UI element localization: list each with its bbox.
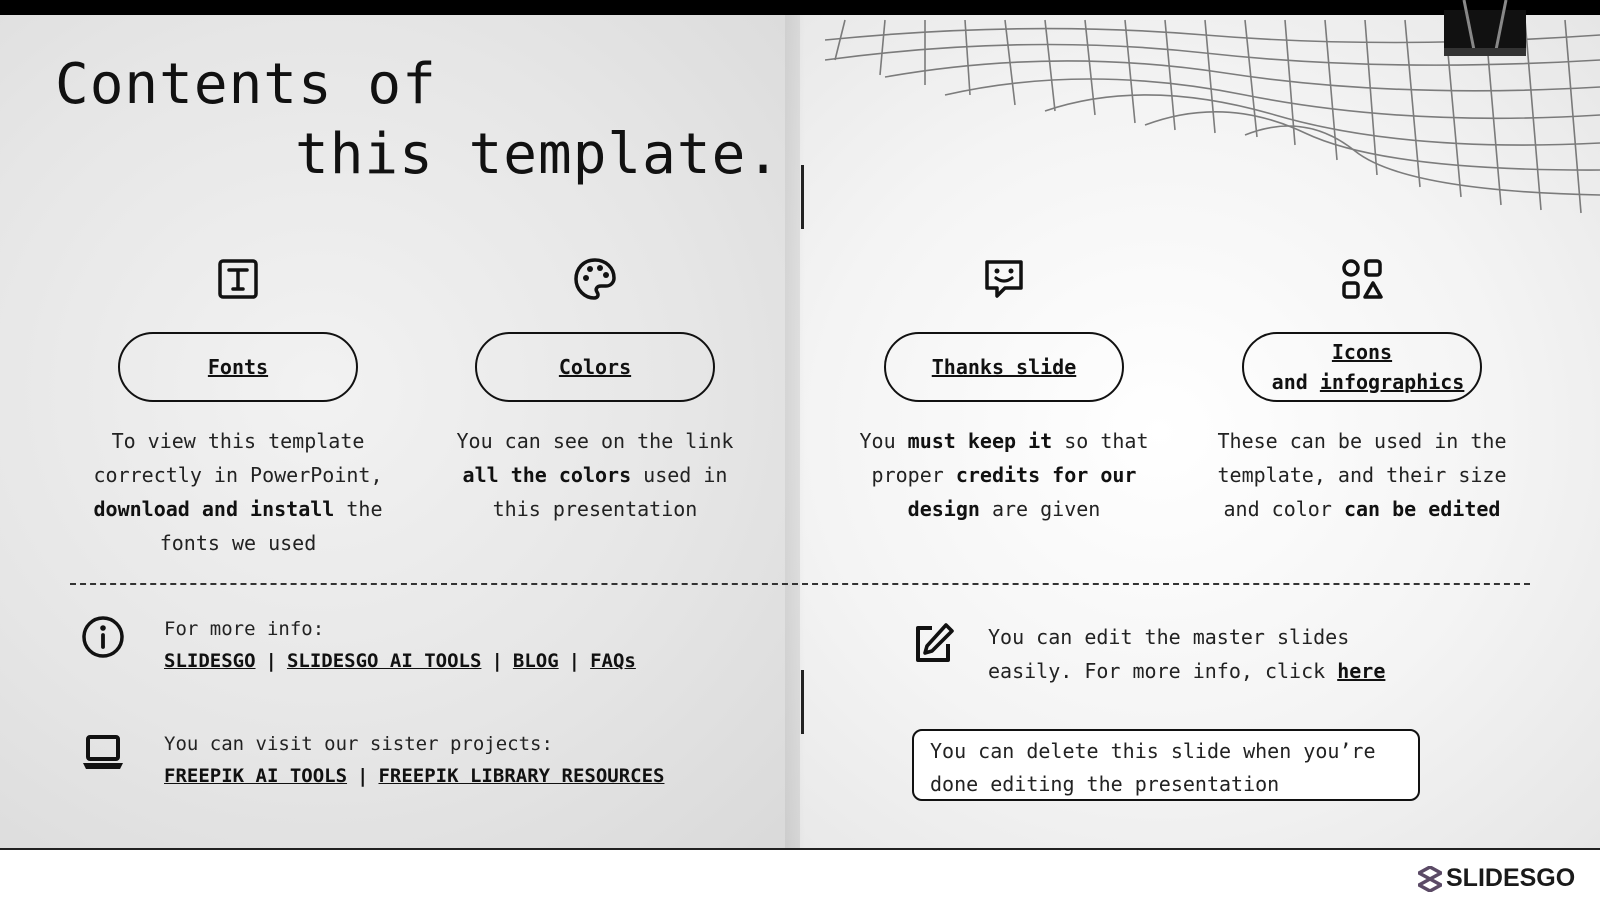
- icons-infographics-label: Icons and infographics: [1259, 340, 1465, 394]
- slidesgo-logo: [1418, 864, 1575, 893]
- colors-button[interactable]: [475, 332, 715, 402]
- colors-label: Colors: [558, 355, 632, 379]
- thanks-slide-label: Thanks slide: [931, 355, 1077, 379]
- blog-link[interactable]: BLOG: [512, 650, 559, 672]
- smile-message-icon: [981, 256, 1027, 302]
- text-icon: [215, 256, 261, 302]
- fonts-label: Fonts: [207, 355, 269, 379]
- more-info-row: [80, 614, 636, 678]
- sister-projects-row: [80, 729, 664, 793]
- slidesgo-ai-tools-link[interactable]: SLIDESGO AI TOOLS: [286, 650, 482, 672]
- freepik-ai-tools-link[interactable]: FREEPIK AI TOOLS: [164, 765, 348, 787]
- page-title-line-2: this template.: [295, 122, 782, 187]
- edit-icon: [910, 620, 956, 666]
- dashed-divider: [70, 583, 1530, 585]
- fonts-description: To view this template correctly in PowerPoint, download and install the fonts we used: [93, 429, 383, 555]
- more-info-links: SLIDESGO | SLIDESGO AI TOOLS | BLOG | FAQs: [164, 650, 636, 672]
- section-colors: [435, 256, 755, 526]
- slidesgo-logo-icon: [1418, 866, 1442, 892]
- binding-marks: [800, 160, 806, 740]
- thanks-slide-description: You must keep it so that proper credits for our design are given: [859, 429, 1149, 521]
- sister-projects-links: FREEPIK AI TOOLS | FREEPIK LIBRARY RESOURCES: [164, 765, 665, 787]
- fonts-button[interactable]: [118, 332, 358, 402]
- edit-master-text: You can edit the master slides easily. For more info, click here: [988, 625, 1386, 683]
- freepik-library-resources-link[interactable]: FREEPIK LIBRARY RESOURCES: [378, 765, 665, 787]
- sister-projects-label: You can visit our sister projects:: [164, 733, 553, 755]
- info-icon: [80, 614, 126, 660]
- top-black-bar: [0, 0, 1600, 15]
- faqs-link[interactable]: FAQs: [590, 650, 636, 672]
- edit-master-row: [910, 620, 1408, 688]
- more-info-label: For more info:: [164, 618, 325, 640]
- laptop-icon: [80, 729, 126, 775]
- bottom-rule: [0, 848, 1600, 850]
- section-fonts: [78, 256, 398, 560]
- colors-description: You can see on the link all the colors used in this presentation: [456, 429, 734, 521]
- icons-infographics-button[interactable]: [1242, 332, 1482, 402]
- here-link[interactable]: here: [1337, 659, 1386, 683]
- palette-icon: [572, 256, 618, 302]
- shapes-icon: [1339, 256, 1385, 302]
- page-title-line-1: Contents of: [55, 52, 437, 117]
- slidesgo-link[interactable]: SLIDESGO: [164, 650, 256, 672]
- delete-slide-note: You can delete this slide when you’re done editing the presentation: [912, 729, 1420, 801]
- section-icons-infographics: [1202, 256, 1522, 526]
- section-thanks-slide: [844, 256, 1164, 526]
- thanks-slide-button[interactable]: [884, 332, 1124, 402]
- icons-infographics-description: These can be used in the template, and their size and color can be edited: [1217, 429, 1507, 521]
- slidesgo-logo-text: SLIDESGO: [1446, 864, 1576, 892]
- binder-clip-decoration: [1444, 0, 1526, 58]
